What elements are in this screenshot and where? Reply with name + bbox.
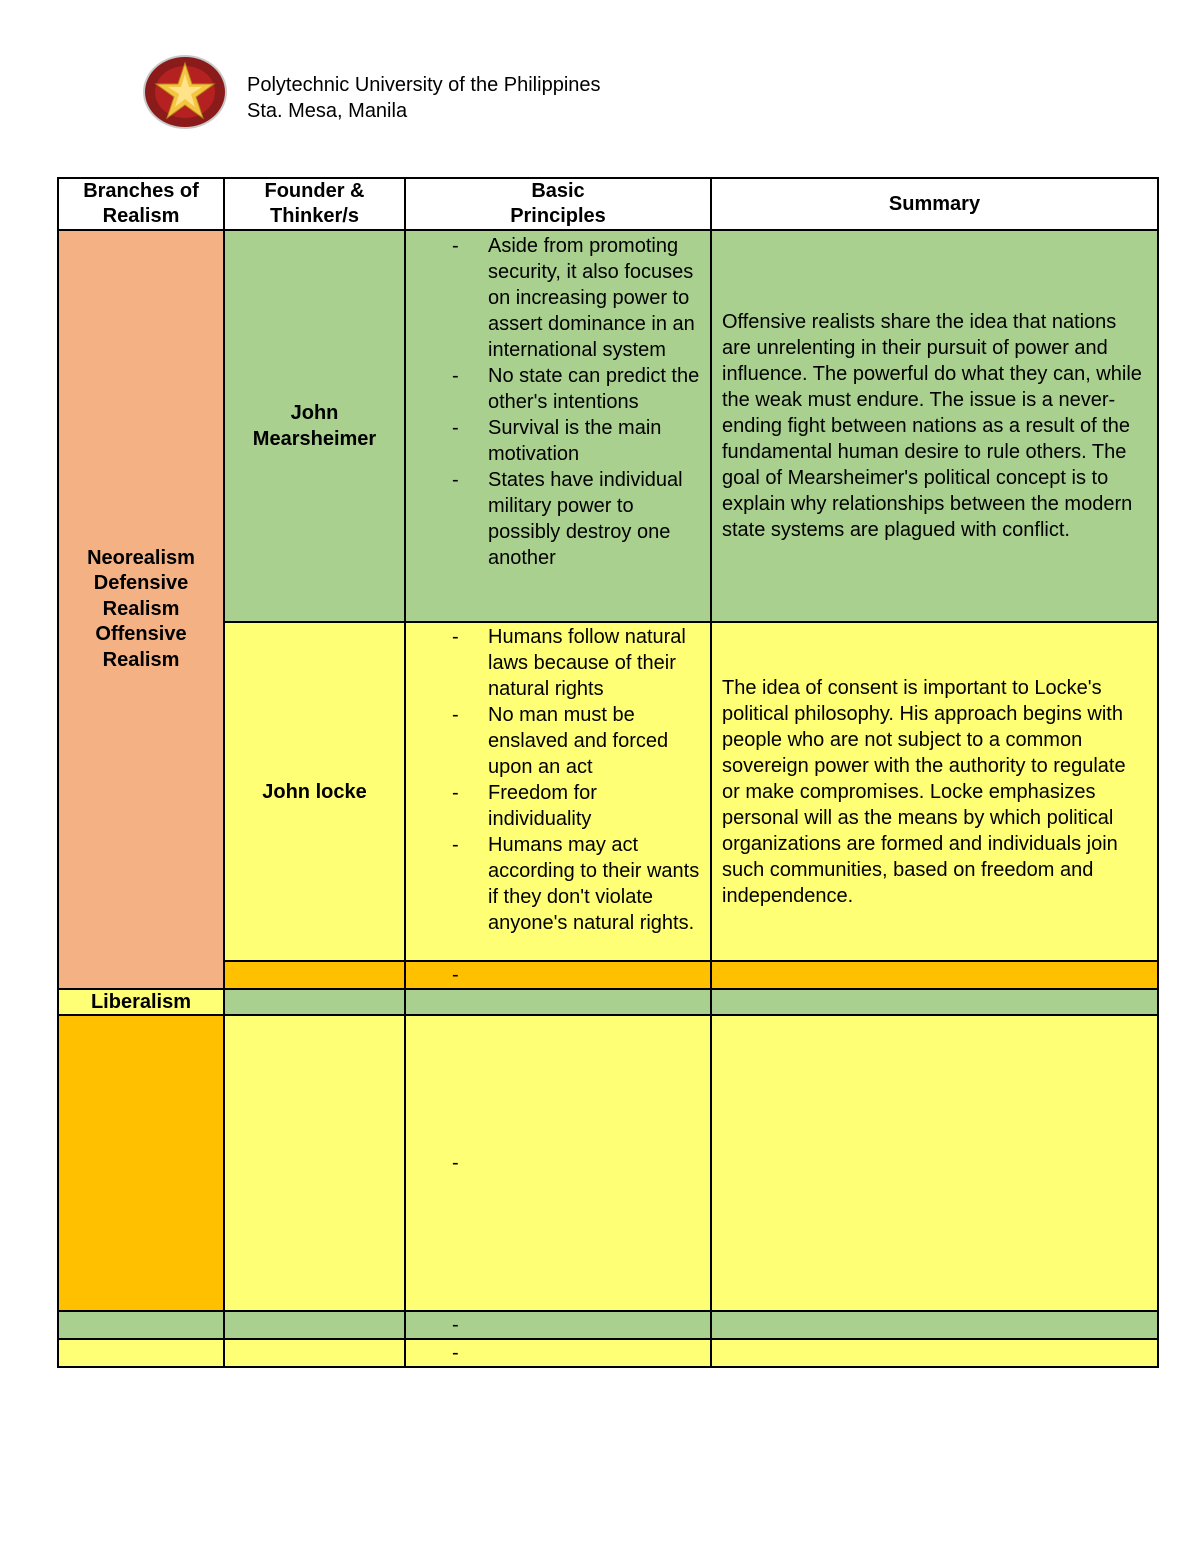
empty-cell — [405, 989, 711, 1015]
summary-locke-text: The idea of consent is important to Locke's political philosophy. His approach begins with people who are not subject to a common sovereign power with the authority to regulate or make compromises. Locke emphasizes personal will as the means by which political organizations are formed and individuals join such communities, based on freedom and independence. — [722, 676, 1126, 907]
empty-cell — [711, 961, 1158, 989]
table-row-empty-green — [58, 1311, 1158, 1339]
realism-table — [57, 177, 1159, 1368]
branch-neorealism: Neorealism — [87, 546, 195, 569]
branch-realism-2: Realism — [102, 648, 180, 671]
dash-marker: - — [452, 1342, 459, 1364]
university-location: Sta. Mesa, Manila — [247, 100, 408, 122]
header-branches-line1: Branches of — [83, 180, 199, 202]
empty-cell — [405, 1311, 711, 1339]
branch-defensive: Defensive — [93, 572, 189, 595]
table-row-mearsheimer — [58, 230, 1158, 622]
branch-liberalism: Liberalism — [58, 989, 224, 1015]
founder-mearsheimer-line2: Mearsheimer — [252, 428, 377, 450]
table-header-row — [58, 178, 1158, 230]
header-branches — [58, 178, 224, 230]
empty-cell — [58, 1015, 224, 1311]
founder-mearsheimer-line1: John — [290, 402, 339, 424]
empty-cell — [224, 1339, 405, 1367]
header-founder-line1: Founder & — [264, 180, 365, 202]
empty-cell — [224, 1311, 405, 1339]
header-summary: Summary — [711, 178, 1158, 230]
principles-locke — [405, 622, 711, 961]
empty-cell — [224, 1015, 405, 1311]
dash-marker: - — [452, 1314, 459, 1336]
founder-locke — [224, 622, 405, 961]
principle-item: - Humans follow natural laws because of their natural rights — [406, 624, 710, 702]
header-founder — [224, 178, 405, 230]
principle-item: - Freedom for individuality — [406, 780, 710, 832]
table-row-empty-yellow — [58, 1339, 1158, 1367]
header-founder-line2: Thinker/s — [270, 205, 359, 227]
principle-item: - No state can predict the other's intentions — [406, 363, 710, 415]
document-header — [247, 72, 601, 124]
empty-cell — [224, 961, 405, 989]
branch-offensive: Offensive — [95, 623, 187, 646]
empty-cell — [711, 1015, 1158, 1311]
summary-mearsheimer — [711, 230, 1158, 622]
principle-item: - Aside from promoting security, it also focuses on increasing power to assert dominance in an international system — [406, 233, 710, 363]
principles-mearsheimer — [405, 230, 711, 622]
empty-cell — [405, 1015, 711, 1311]
branch-realism-1: Realism — [102, 597, 180, 620]
summary-locke — [711, 622, 1158, 961]
principle-item: - Humans may act according to their wants if they don't violate anyone's natural rights. — [406, 832, 710, 936]
header-branches-line2: Realism — [102, 205, 180, 227]
founder-locke-line1: John locke — [262, 780, 367, 803]
header-principles — [405, 178, 711, 230]
table-row-empty-large — [58, 1015, 1158, 1311]
empty-cell — [711, 1311, 1158, 1339]
header-principles-line1: Basic — [531, 180, 585, 202]
founder-mearsheimer — [224, 230, 405, 622]
university-name: Polytechnic University of the Philippines — [247, 74, 601, 96]
empty-cell — [405, 1339, 711, 1367]
university-seal-logo — [142, 54, 228, 130]
principle-item: - No man must be enslaved and forced upon an act — [406, 702, 710, 780]
empty-cell — [711, 1339, 1158, 1367]
empty-cell — [224, 989, 405, 1015]
empty-cell — [58, 1311, 224, 1339]
dash-marker: - — [452, 964, 459, 986]
header-principles-line2: Principles — [510, 205, 606, 227]
empty-cell — [405, 961, 711, 989]
table-row-liberalism — [58, 989, 1158, 1015]
branch-neorealism-cell — [58, 230, 224, 989]
dash-marker: - — [452, 1152, 459, 1174]
empty-cell — [711, 989, 1158, 1015]
summary-mearsheimer-text: Offensive realists share the idea that nations are unrelenting in their pursuit of power and influence. The powerful do what they can, while the weak must endure. The issue is a never-ending fight between nations as a result of the fundamental human desire to rule others. The goal of Mearsheimer's political concept is to explain why relationships between the modern state systems are plagued with conflict. — [722, 311, 1142, 541]
empty-cell — [58, 1339, 224, 1367]
principle-item: - States have individual military power to possibly destroy one another — [406, 467, 710, 571]
principle-item: - Survival is the main motivation — [406, 415, 710, 467]
